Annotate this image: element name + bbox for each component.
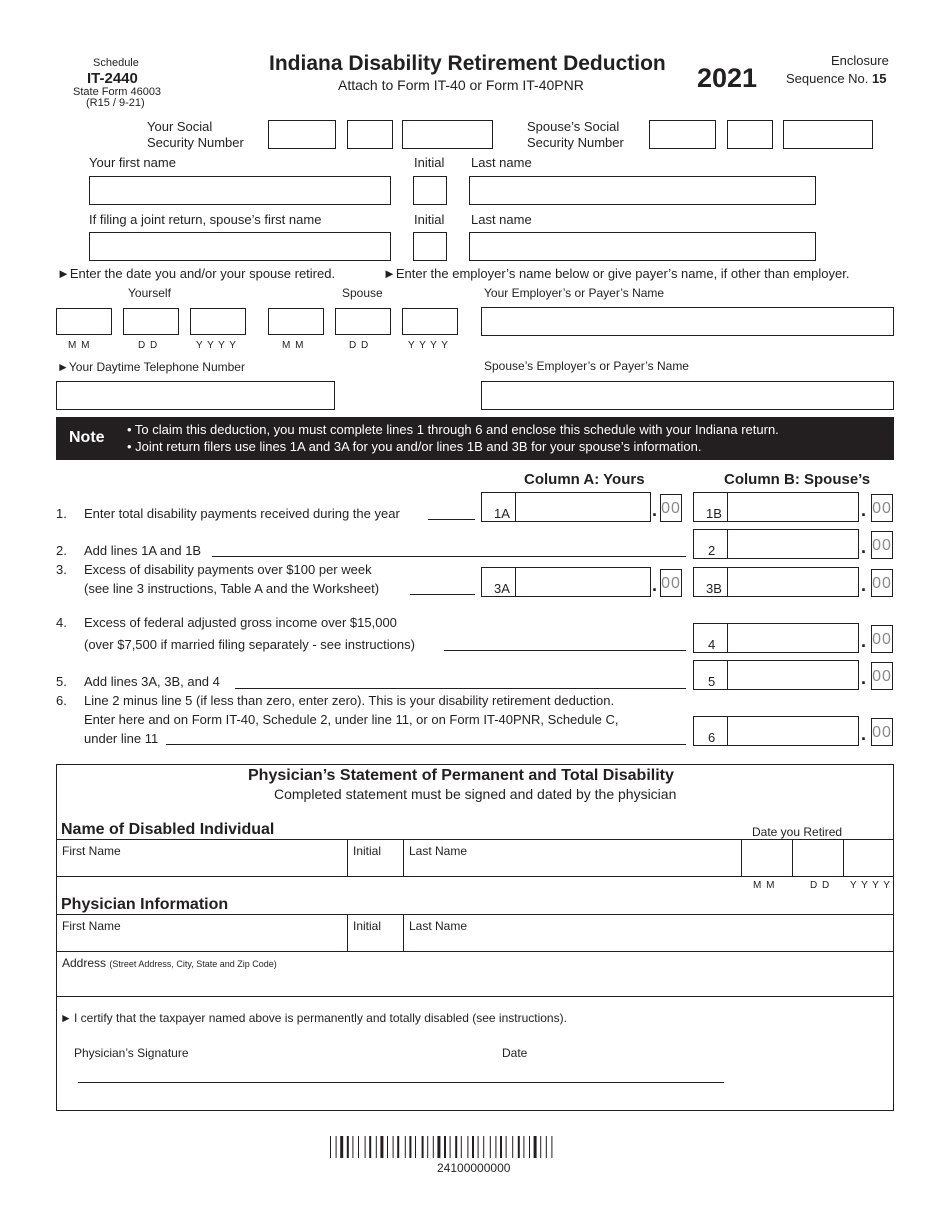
retired-month-field[interactable] — [743, 841, 791, 875]
form-revision: (R15 / 9-21) — [86, 97, 145, 109]
line-6-text-2: Enter here and on Form IT-40, Schedule 2, under line 11, or on Form IT-40PNR, Schedule C, — [84, 712, 619, 727]
line-3b-divider — [727, 568, 728, 596]
line-1b-divider — [727, 493, 728, 521]
line-5-cents: 00 — [871, 662, 893, 690]
spouse-retire-day[interactable] — [335, 308, 391, 335]
column-a-heading: Column A: Yours — [524, 471, 645, 488]
spouse-ssn-label-1: Spouse’s Social — [527, 119, 620, 134]
line-1a-cents: 00 — [660, 494, 682, 522]
line-1b-label: 1B — [706, 506, 722, 521]
physician-first-name-field[interactable] — [62, 930, 342, 950]
date-instruction: ►Enter the date you and/or your spouse retired. — [57, 266, 336, 281]
dd-hint: D D — [138, 340, 159, 351]
line-5-divider — [727, 661, 728, 689]
spouse-retire-month[interactable] — [268, 308, 324, 335]
physician-first-name-label: First Name — [62, 919, 121, 933]
last-name-field[interactable] — [469, 176, 816, 205]
line-5-number: 5. — [56, 674, 67, 689]
phone-label: ►Your Daytime Telephone Number — [57, 360, 245, 374]
line-3b-label: 3B — [706, 581, 722, 596]
employer-name-label: Your Employer’s or Payer’s Name — [484, 286, 665, 300]
disabled-last-name-field[interactable] — [409, 855, 737, 875]
state-form-number: State Form 46003 — [73, 86, 162, 98]
physician-initial-label: Initial — [353, 919, 382, 933]
line-4-field[interactable] — [693, 623, 859, 653]
line-5-text: Add lines 3A, 3B, and 4 — [84, 674, 220, 689]
line-5-field[interactable] — [693, 660, 859, 690]
line-4-label: 4 — [708, 637, 716, 652]
line-6-text-3: under line 11 — [84, 731, 159, 746]
spouse-mm-hint: M M — [282, 340, 305, 351]
line-1a-field[interactable] — [481, 492, 651, 522]
line-3a-label: 3A — [494, 581, 510, 596]
your-retire-year[interactable] — [190, 308, 246, 335]
line-2-divider — [727, 530, 728, 558]
schedule-label: Schedule — [93, 57, 139, 69]
page-title: Indiana Disability Retirement Deduction — [269, 52, 666, 75]
line-3a-divider — [515, 568, 516, 596]
line-1b-field[interactable] — [693, 492, 859, 522]
sequence-number: Sequence No. 15 — [786, 71, 887, 86]
physician-divider-2 — [403, 914, 404, 952]
spouse-yyyy-hint: Y Y Y Y — [408, 340, 449, 351]
spouse-last-name-field[interactable] — [469, 232, 816, 261]
line-5-label: 5 — [708, 674, 716, 689]
initial-field[interactable] — [413, 176, 447, 205]
retired-yyyy-hint: Y Y Y Y — [850, 880, 891, 891]
line-4-number: 4. — [56, 615, 67, 630]
line-1-leader — [428, 519, 475, 520]
your-ssn-label-2: Security Number — [147, 135, 244, 150]
line-2-label: 2 — [708, 543, 716, 558]
signature-line[interactable] — [78, 1082, 724, 1083]
line-5-leader — [235, 688, 686, 689]
disabled-first-name-field[interactable] — [62, 855, 342, 875]
spouse-dd-hint: D D — [349, 340, 370, 351]
barcode-image — [330, 1136, 620, 1158]
line-1a-label: 1A — [494, 506, 510, 521]
line-4-divider — [727, 624, 728, 652]
initial-label: Initial — [414, 155, 445, 170]
spouse-initial-field[interactable] — [413, 232, 447, 261]
line-6-divider — [727, 717, 728, 745]
line-3b-decimal: . — [861, 575, 867, 595]
spouse-ssn-part-1[interactable] — [649, 120, 716, 149]
line-2-field[interactable] — [693, 529, 859, 559]
page-subtitle: Attach to Form IT-40 or Form IT-40PNR — [338, 77, 584, 93]
disabled-divider-2 — [403, 839, 404, 877]
spouse-employer-label: Spouse’s Employer’s or Payer’s Name — [484, 359, 689, 373]
employer-instruction: ►Enter the employer’s name below or give payer’s name, if other than employer. — [383, 266, 850, 281]
date-retired-label: Date you Retired — [752, 825, 843, 839]
physician-last-name-field[interactable] — [409, 930, 889, 950]
retired-day-field[interactable] — [794, 841, 842, 875]
line-3b-cents: 00 — [871, 569, 893, 597]
line-3a-field[interactable] — [481, 567, 651, 597]
spouse-label: Spouse — [342, 286, 383, 300]
certify-statement: I certify that the taxpayer named above is permanently and totally disabled (see instructions). — [74, 1011, 567, 1025]
note-line-2: • Joint return filers use lines 1A and 3A for you and/or lines 1B and 3B for your spouse’s information. — [127, 439, 702, 454]
line-2-cents: 00 — [871, 531, 893, 559]
physician-divider-1 — [347, 914, 348, 952]
barcode-number: 24100000000 — [437, 1161, 511, 1175]
your-ssn-part-3[interactable] — [402, 120, 493, 149]
line-4-decimal: . — [861, 631, 867, 651]
line-1-text: Enter total disability payments received during the year — [84, 506, 400, 521]
retired-mm-hint: M M — [753, 880, 776, 891]
column-b-heading: Column B: Spouse’s — [724, 471, 871, 488]
disabled-first-name-label: First Name — [62, 844, 121, 858]
line-3-text-1: Excess of disability payments over $100 per week — [84, 562, 372, 577]
line-1-number: 1. — [56, 506, 67, 521]
tax-year: 2021 — [697, 63, 758, 93]
line-4-cents: 00 — [871, 625, 893, 653]
note-line-1: • To claim this deduction, you must complete lines 1 through 6 and enclose this schedule with your Indiana return. — [127, 422, 779, 437]
line-3-number: 3. — [56, 562, 67, 577]
line-6-cents: 00 — [871, 718, 893, 746]
line-2-text: Add lines 1A and 1B — [84, 543, 202, 558]
disabled-initial-label: Initial — [353, 844, 382, 858]
disabled-individual-heading: Name of Disabled Individual — [61, 821, 275, 838]
spouse-last-name-label: Last name — [471, 212, 532, 227]
yourself-label: Yourself — [128, 286, 171, 300]
your-ssn-label-1: Your Social — [147, 119, 213, 134]
disabled-divider-4 — [792, 839, 793, 877]
physician-last-name-label: Last Name — [409, 919, 468, 933]
line-4-leader — [444, 650, 686, 651]
spouse-ssn-part-3[interactable] — [783, 120, 873, 149]
date-label: Date — [502, 1046, 528, 1060]
form-code: IT-2440 — [87, 70, 138, 87]
line-1b-cents: 00 — [871, 494, 893, 522]
signature-label: Physician’s Signature — [74, 1046, 189, 1060]
line-3a-decimal: . — [652, 575, 658, 595]
spouse-ssn-label-2: Security Number — [527, 135, 624, 150]
physician-initial-field[interactable] — [353, 930, 398, 950]
your-retire-month[interactable] — [56, 308, 112, 335]
line-2-number: 2. — [56, 543, 67, 558]
line-1a-divider — [515, 493, 516, 521]
note-bar — [56, 417, 894, 460]
line-6-label: 6 — [708, 730, 716, 745]
line-6-decimal: . — [861, 724, 867, 744]
disabled-initial-field[interactable] — [353, 855, 398, 875]
line-4-text-1: Excess of federal adjusted gross income over $15,000 — [84, 615, 397, 630]
line-3b-field[interactable] — [693, 567, 859, 597]
line-6-text-1: Line 2 minus line 5 (if less than zero, enter zero). This is your disability retirement deduction. — [84, 693, 615, 708]
physician-address-label: Address (Street Address, City, State and Zip Code) — [62, 956, 277, 970]
enclosure-label: Enclosure — [831, 53, 889, 68]
certify-arrow-icon: ► — [60, 1011, 72, 1025]
mm-hint: M M — [68, 340, 91, 351]
your-ssn-part-1[interactable] — [268, 120, 336, 149]
disabled-divider-1 — [347, 839, 348, 877]
line-4-text-2: (over $7,500 if married filing separately - see instructions) — [84, 637, 415, 652]
line-2-leader — [212, 556, 686, 557]
your-retire-day[interactable] — [123, 308, 179, 335]
line-3-leader — [410, 594, 475, 595]
line-3-text-2: (see line 3 instructions, Table A and the Worksheet) — [84, 581, 380, 596]
spouse-first-name-field[interactable] — [89, 232, 391, 261]
line-1b-decimal: . — [861, 500, 867, 520]
first-name-label: Your first name — [89, 155, 176, 170]
spouse-retire-year[interactable] — [402, 308, 458, 335]
spouse-employer-field[interactable] — [481, 381, 894, 410]
retired-dd-hint: D D — [810, 880, 831, 891]
disabled-divider-5 — [843, 839, 844, 877]
last-name-label: Last name — [471, 155, 532, 170]
retired-year-field[interactable] — [845, 841, 893, 875]
line-3a-cents: 00 — [660, 569, 682, 597]
spouse-first-name-label: If filing a joint return, spouse’s first name — [89, 212, 322, 227]
line-6-field[interactable] — [693, 716, 859, 746]
physician-subtitle: Completed statement must be signed and dated by the physician — [274, 786, 677, 802]
employer-name-field[interactable] — [481, 307, 894, 336]
physician-title: Physician’s Statement of Permanent and Total Disability — [248, 767, 674, 784]
line-6-leader — [166, 744, 686, 745]
line-2-decimal: . — [861, 537, 867, 557]
note-label: Note — [69, 429, 105, 446]
spouse-initial-label: Initial — [414, 212, 445, 227]
yyyy-hint: Y Y Y Y — [196, 340, 237, 351]
disabled-divider-3 — [741, 839, 742, 877]
your-ssn-part-2[interactable] — [347, 120, 393, 149]
spouse-ssn-part-2[interactable] — [727, 120, 773, 149]
phone-field[interactable] — [56, 381, 335, 410]
line-5-decimal: . — [861, 668, 867, 688]
line-1a-decimal: . — [652, 500, 658, 520]
first-name-field[interactable] — [89, 176, 391, 205]
physician-info-heading: Physician Information — [61, 896, 229, 913]
disabled-last-name-label: Last Name — [409, 844, 468, 858]
line-6-number: 6. — [56, 693, 67, 708]
